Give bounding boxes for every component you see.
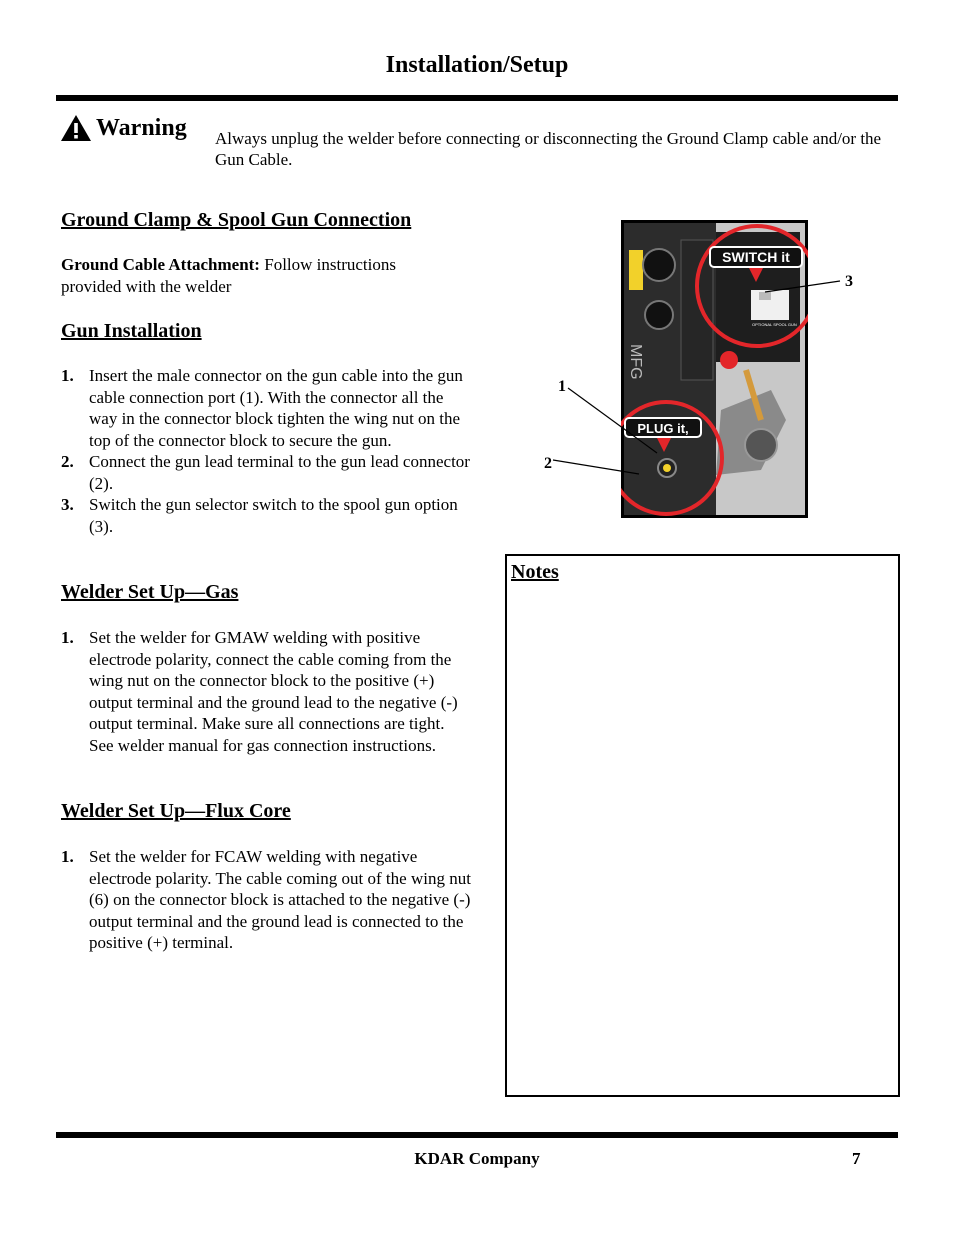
gas-setup-steps xyxy=(61,627,473,756)
step-text: Set the welder for FCAW welding with negative electrode polarity. The cable coming out of the wing nut (6) on the connector block is attached to the negative (-) output terminal and the ground lead is connected to the positive (+) terminal. xyxy=(89,847,471,952)
gun-installation-steps xyxy=(61,365,471,537)
step-number: 2. xyxy=(61,452,74,471)
page-title: Installation/Setup xyxy=(385,52,569,78)
step-number: 1. xyxy=(61,628,74,647)
footer-rule xyxy=(56,1132,898,1138)
callout-3: 3 xyxy=(845,273,853,290)
callout-leader-lines xyxy=(540,260,850,490)
callout-1: 1 xyxy=(558,378,566,395)
list-item xyxy=(61,627,473,756)
list-item xyxy=(61,451,471,494)
header-rule xyxy=(56,95,898,101)
list-item xyxy=(61,494,471,537)
step-number: 3. xyxy=(61,495,74,514)
plug-it-label: PLUG it, xyxy=(637,421,689,436)
footer-company: KDAR Company xyxy=(414,1149,540,1168)
ground-cable-attachment-text: Follow instructions provided with the welder xyxy=(61,255,396,296)
section-heading-ground-clamp: Ground Clamp & Spool Gun Connection xyxy=(61,209,412,231)
step-text: Set the welder for GMAW welding with positive electrode polarity, connect the cable coming from the wing nut on the connector block to the positive (+) output terminal and the ground lead to the negative (-) output terminal. Make sure all connections are tight. See welder manual for gas connection instructions. xyxy=(89,628,458,755)
warning-label: Warning xyxy=(96,114,187,141)
panel-brand-text: MFG xyxy=(627,344,644,380)
warning-icon xyxy=(60,114,92,142)
notes-title: Notes xyxy=(511,561,559,583)
step-number: 1. xyxy=(61,366,74,385)
list-item xyxy=(61,365,471,451)
callout-2: 2 xyxy=(544,455,552,472)
step-text: Connect the gun lead terminal to the gun lead connector (2). xyxy=(89,452,470,493)
list-item xyxy=(61,846,471,954)
flux-setup-steps xyxy=(61,846,471,954)
section-heading-gun-installation: Gun Installation xyxy=(61,320,202,342)
section-heading-flux-setup: Welder Set Up—Flux Core xyxy=(61,800,291,822)
step-number: 1. xyxy=(61,847,74,866)
notes-box xyxy=(505,554,900,1097)
warning-text: Always unplug the welder before connecting or disconnecting the Ground Clamp cable and/or the Gun Cable. xyxy=(215,129,882,169)
warning-heading xyxy=(60,114,187,142)
section-heading-gas-setup: Welder Set Up—Gas xyxy=(61,581,239,603)
selector-label-text: OPTIONAL SPOOL GUN xyxy=(752,322,797,327)
page-number: 7 xyxy=(852,1149,861,1168)
switch-it-label: SWITCH it xyxy=(722,249,790,265)
ground-cable-attachment-label: Ground Cable Attachment: xyxy=(61,255,260,274)
step-text: Insert the male connector on the gun cable into the gun cable connection port (1). With the connector all the way in the connector block tighten the wing nut on the top of the connector block to secure the gun. xyxy=(89,366,463,450)
step-text: Switch the gun selector switch to the spool gun option (3). xyxy=(89,495,458,536)
ground-cable-attachment-paragraph xyxy=(61,254,451,297)
